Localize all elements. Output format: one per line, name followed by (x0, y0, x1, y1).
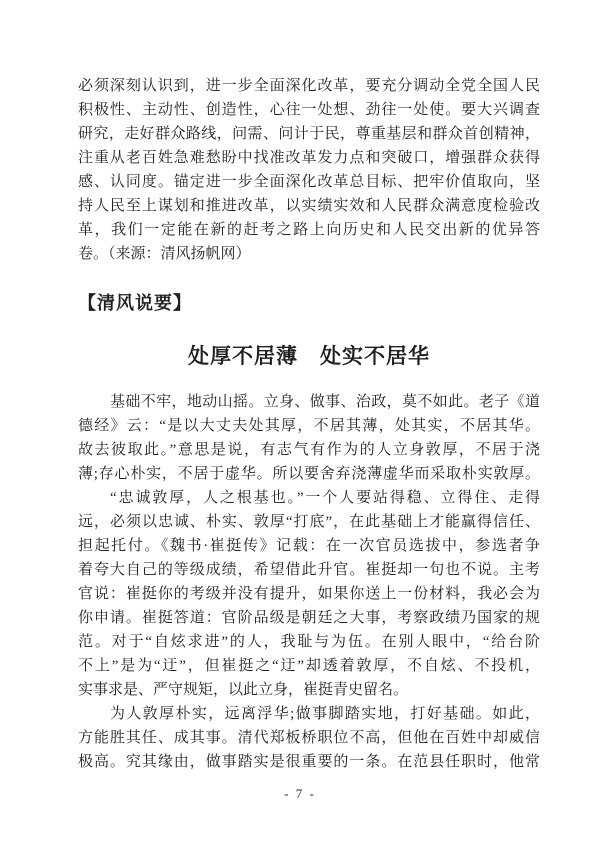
article-title: 处厚不居薄 处实不居华 (188, 344, 430, 368)
text-line: 担起托付。《魏书·崔挺传》记载：在一次官员选拔中，参选者争 (78, 538, 540, 554)
section-heading: 【清风说要】 (78, 293, 192, 313)
text-line: “忠诚敦厚，人之根基也。”一个人要站得稳、立得住、走得 (110, 490, 540, 506)
text-line: 极高。究其缘由，做事踏实是很重要的一条。在范县任职时，他常 (78, 754, 540, 770)
text-line: 革，我们一定能在新的赶考之路上向历史和人民交出新的优异答 (78, 222, 540, 238)
text-line: 范。对于“自炫求进”的人，我耻与为伍。在别人眼中，“给台阶 (78, 634, 540, 650)
text-line: 为人敦厚朴实，远离浮华;做事脚踏实地，打好基础。如此， (110, 706, 540, 722)
paragraph (78, 702, 540, 774)
text-line: 不上”是为“迂”，但崔挺之“迂”却透着敦厚，不自炫、不投机， (78, 658, 540, 674)
text-line: 持人民至上谋划和推进改革，以实绩实效和人民群众满意度检验改 (78, 198, 540, 214)
text-line: 远，必须以忠诚、朴实、敦厚“打底”，在此基础上才能赢得信任、 (78, 514, 540, 530)
text-line: 着夸大自己的等级成绩，希望借此升官。崔挺却一句也不说。主考 (78, 562, 540, 578)
document-content (78, 74, 540, 774)
text-line: 必须深刻认识到，进一步全面深化改革，要充分调动全党全国人民 (78, 78, 540, 94)
page-number: - 7 - (284, 786, 316, 801)
paragraph (78, 486, 540, 702)
text-line: 你申请。崔挺答道：官阶品级是朝廷之大事，考察政绩乃国家的规 (78, 610, 540, 626)
text-line: 实事求是、严守规矩，以此立身，崔挺青史留名。 (78, 682, 409, 698)
text-line: 积极性、主动性、创造性，心往一处想、劲往一处使。要大兴调查 (78, 102, 540, 118)
text-line: 感、认同度。锚定进一步全面深化改革总目标、把牢价值取向，坚 (78, 174, 540, 190)
text-line: 故去彼取此。”意思是说，有志气有作为的人立身敦厚，不居于浇 (78, 442, 540, 458)
text-line: 基础不牢，地动山摇。立身、做事、治政，莫不如此。老子《道 (110, 394, 540, 410)
paragraph (78, 390, 540, 486)
paragraph (78, 74, 540, 266)
text-line: 薄;存心朴实，不居于虚华。所以要舍弃浇薄虚华而采取朴实敦厚。 (78, 466, 540, 482)
text-line: 注重从老百姓急难愁盼中找准改革发力点和突破口，增强群众获得 (78, 150, 540, 166)
text-line: 卷。（来源：清风扬帆网） (78, 246, 251, 262)
text-line: 官说：崔挺你的考级并没有提升，如果你送上一份材料，我必会为 (78, 586, 540, 602)
text-line: 研究，走好群众路线，问需、问计于民，尊重基层和群众首创精神， (78, 126, 540, 142)
text-line: 方能胜其任、成其事。清代郑板桥职位不高，但他在百姓中却威信 (78, 730, 540, 746)
text-line: 德经》云：“是以大丈夫处其厚，不居其薄，处其实，不居其华。 (78, 418, 540, 434)
